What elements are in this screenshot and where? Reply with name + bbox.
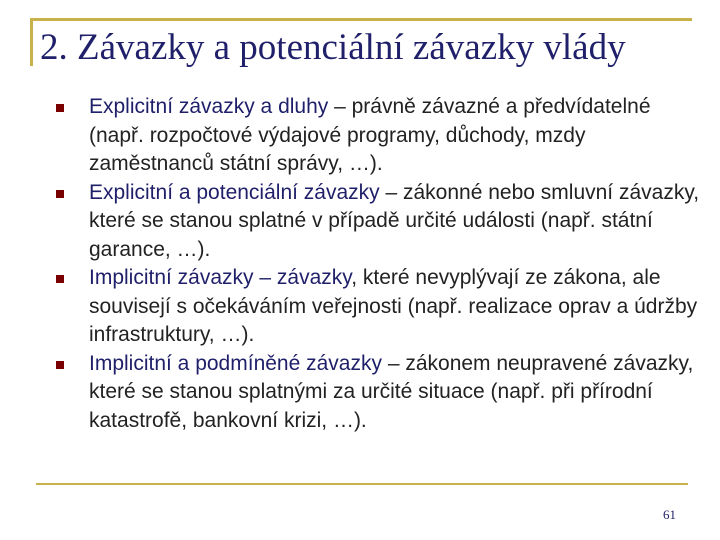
bullet-term: Explicitní závazky a dluhy bbox=[89, 95, 329, 118]
square-bullet-icon bbox=[56, 190, 64, 198]
bullet-term: Explicitní a potenciální závazky bbox=[89, 180, 380, 204]
bullet-text: – zákonem neupravené závazky, které se stanou splatnými za určité situace (např. při přírodní katastrofě, bankovní krizi, …). bbox=[89, 351, 694, 432]
square-bullet-icon bbox=[56, 104, 64, 112]
bullet-item bbox=[50, 179, 700, 265]
bullet-item bbox=[50, 264, 700, 350]
bullet-list bbox=[50, 93, 700, 435]
title-frame-left-border bbox=[30, 18, 33, 66]
square-bullet-icon bbox=[56, 275, 64, 283]
footer-divider bbox=[36, 483, 688, 485]
bullet-text: – zákonné nebo smluvní závazky, které se stanou splatné v případě určité události (např. státní garance, …). bbox=[89, 180, 700, 261]
bullet-term: Implicitní závazky – závazky bbox=[89, 266, 352, 289]
square-bullet-icon bbox=[56, 361, 64, 369]
bullet-item bbox=[50, 93, 700, 179]
bullet-text: – právně závazné a předvídatelné (např. rozpočtové výdajové programy, důchody, mzdy zaměstnanců státní správy, …). bbox=[89, 95, 651, 175]
bullet-term: Implicitní a podmíněné závazky bbox=[89, 351, 382, 375]
bullet-item bbox=[50, 350, 700, 436]
page-number: 61 bbox=[663, 507, 676, 522]
bullet-text: , které nevyplývají ze zákona, ale souvisejí s očekáváním veřejnosti (např. realizace oprav a údržby infrastruktury, …). bbox=[89, 266, 698, 346]
slide-title: 2. Závazky a potenciální závazky vlády bbox=[40, 27, 626, 68]
title-frame-top-border bbox=[30, 18, 692, 21]
